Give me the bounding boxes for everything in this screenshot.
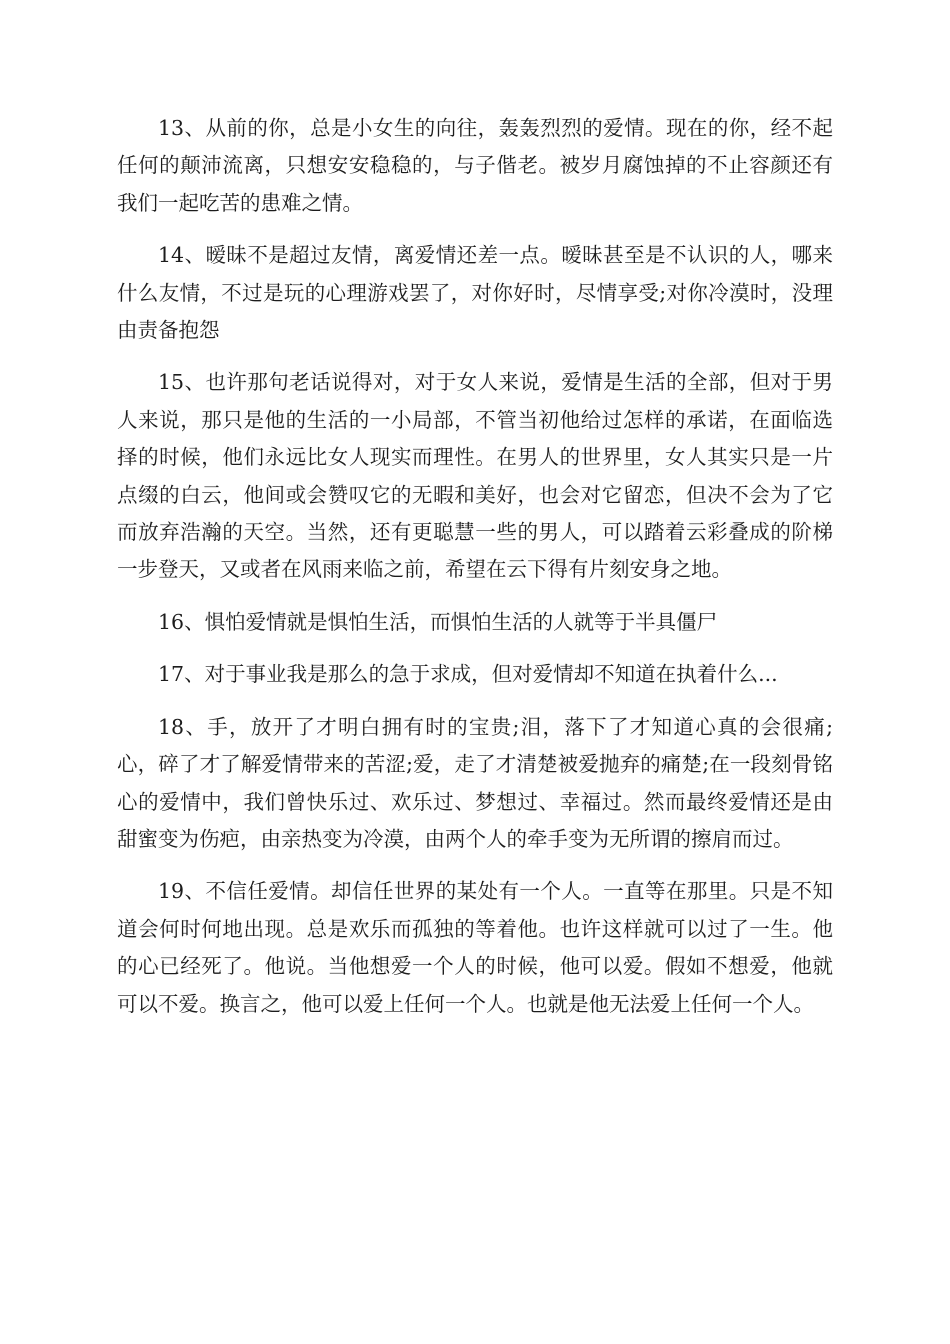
paragraph-19: 19、不信任爱情。却信任世界的某处有一个人。一直等在那里。只是不知道会何时何地出现。总是欢乐而孤独的等着他。也许这样就可以过了一生。他的心已经死了。他说。当他想爱一个人的时候，他可以爱。假如不想爱，他就可以不爱。换言之，他可以爱上任何一个人。也就是他无法爱上任何一个人。 [117, 879, 833, 1016]
paragraph-16: 16、惧怕爱情就是惧怕生活，而惧怕生活的人就等于半具僵尸 [158, 609, 718, 634]
paragraph-13: 13、从前的你，总是小女生的向往，轰轰烈烈的爱情。现在的你，经不起任何的颠沛流离，只想安安稳稳的，与子偕老。被岁月腐蚀掉的不止容颜还有我们一起吃苦的患难之情。 [117, 116, 833, 215]
paragraph-14: 14、暧昧不是超过友情，离爱情还差一点。暧昧甚至是不认识的人，哪来什么友情，不过是玩的心理游戏罢了，对你好时，尽情享受;对你冷漠时，没理由责备抱怨 [117, 243, 833, 343]
paragraph-18: 18、手，放开了才明白拥有时的宝贵;泪，落下了才知道心真的会很痛;心，碎了才了解爱情带来的苦涩;爱，走了才清楚被爱抛弃的痛楚;在一段刻骨铭心的爱情中，我们曾快乐过、欢乐过、梦想过、幸福过。然而最终爱情还是由甜蜜变为伤疤，由亲热变为冷漠，由两个人的牵手变为无所谓的擦肩而过。 [117, 714, 833, 851]
document-body [117, 110, 833, 1038]
paragraph-17: 17、对于事业我是那么的急于求成，但对爱情却不知道在执着什么... [158, 662, 778, 687]
paragraph-15: 15、也许那句老话说得对，对于女人来说，爱情是生活的全部，但对于男人来说，那只是他的生活的一小局部，不管当初他给过怎样的承诺，在面临选择的时候，他们永远比女人现实而理性。在男人的世界里，女人其实只是一片点缀的白云，他间或会赞叹它的无暇和美好，也会对它留恋，但决不会为了它而放弃浩瀚的天空。当然，还有更聪慧一些的男人，可以踏着云彩叠成的阶梯一步登天，又或者在风雨来临之前，希望在云下得有片刻安身之地。 [117, 370, 833, 582]
